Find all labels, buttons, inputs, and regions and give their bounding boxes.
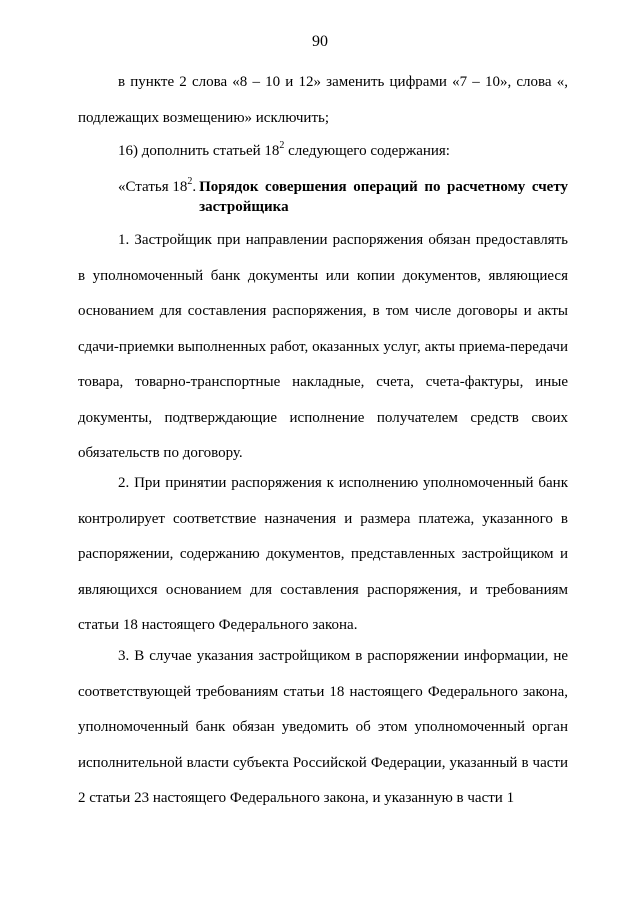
article-number [118,177,196,217]
page-number: 90 [312,33,328,50]
article-title: Порядок совершения операций по расчетному счету застройщика [199,179,568,215]
paragraph-item-16 [78,134,568,170]
superscript-2: 2 [279,140,285,151]
article-number-text: «Статья 18 [118,179,188,195]
paragraph-clause-2: 2. При принятии распоряжения к исполнению уполномоченный банк контролирует соответствие назначения и размера платежа, указанного в распоряжении, содержанию документов, представленных застройщиком и являющихся основанием для составления распоряжения, и требованиям статьи 18 настоящего Федерального закона. [78,475,568,633]
article-heading [118,177,568,217]
paragraph-amendment-point-2: в пункте 2 слова «8 – 10 и 12» заменить цифрами «7 – 10», слова «, подлежащих возмещению» исключить; [78,74,568,126]
paragraph-clause-1: 1. Застройщик при направлении распоряжения обязан предоставлять в уполномоченный банк документы или копии документов, являющиеся основанием для составления распоряжения, в том числе договоры и акты сдачи-приемки выполненных работ, оказанных услуг, акты приема-передачи товара, товарно-транспортные накладные, счета, счета-фактуры, иные документы, подтверждающие исполнение получателем средств своих обязательств по договору. [78,232,568,461]
article-superscript: 2 [187,176,193,187]
paragraph-clause-3: 3. В случае указания застройщиком в распоряжении информации, не соответствующей требованиям статьи 18 настоящего Федерального закона, уполномоченный банк обязан уведомить об этом уполномоченный орган исполнительной власти субъекта Российской Федерации, указанный в части 2 статьи 23 настоящего Федерального закона, и указанную в части 1 [78,648,568,806]
article-number-dot: . [192,179,197,195]
paragraph-item-16-text-end: следующего содержания: [284,143,450,159]
paragraph-item-16-text-start: 16) дополнить статьей 18 [118,143,280,159]
